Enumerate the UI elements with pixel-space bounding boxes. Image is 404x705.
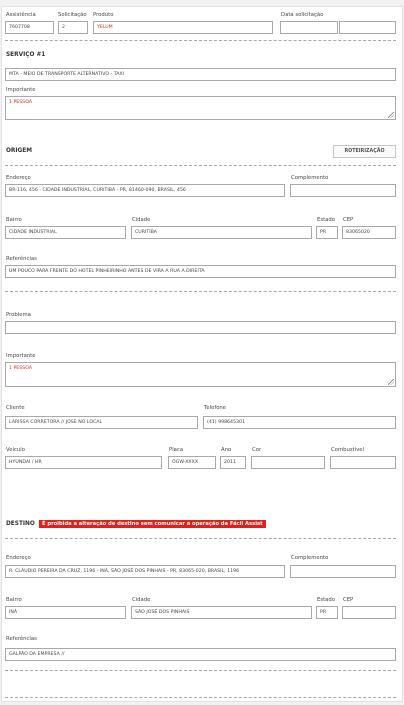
origem-referencias-field[interactable]: UM POUCO PARA FRENTE DO HOTEL PINHEIRINHO ANTES DE VIRA A RUA A DIREITA xyxy=(5,265,396,278)
estado-label: Estado xyxy=(317,597,336,603)
bairro-label: Bairro xyxy=(6,217,22,223)
combustivel-field[interactable] xyxy=(330,456,396,469)
destino-bairro-field[interactable]: INÁ xyxy=(5,606,126,619)
solicitacao-field[interactable]: 2 xyxy=(58,21,88,34)
endereco-label: Endereço xyxy=(6,175,31,181)
telefone-label: Telefone xyxy=(204,405,227,411)
origem-endereco-field[interactable]: BR-116, 456 - CIDADE INDUSTRIAL, CURITIBA - PR, 81460-090, BRASIL, 456 xyxy=(5,184,285,197)
hora-solicitacao-field[interactable] xyxy=(339,21,396,34)
divider xyxy=(5,697,396,698)
ano-label: Ano xyxy=(221,447,232,453)
servico-field[interactable]: MTA - MEIO DE TRANSPORTE ALTERNATIVO - TAXI xyxy=(5,68,396,81)
divider xyxy=(5,538,396,539)
destino-endereco-field[interactable]: R. CLÁUDIO PEREIRA DA CRUZ, 1196 - INÁ, SÃO JOSÉ DOS PINHAIS - PR, 83065-020, BRASIL, 1196 xyxy=(5,565,285,578)
cidade-label: Cidade xyxy=(132,597,151,603)
cor-field[interactable] xyxy=(251,456,325,469)
origem-cidade-field[interactable]: CURITIBA xyxy=(131,226,312,239)
referencias-label: Referências xyxy=(6,256,37,262)
endereco-label: Endereço xyxy=(6,555,31,561)
data-solicitacao-label: Data solicitação xyxy=(281,12,324,18)
divider xyxy=(5,40,396,41)
importante-textarea[interactable] xyxy=(5,96,396,120)
origem-bairro-field[interactable]: CIDADE INDUSTRIAL xyxy=(5,226,126,239)
cliente-label: Cliente xyxy=(6,405,25,411)
importante-label: Importante xyxy=(6,87,36,93)
assistencia-field[interactable]: 7607708 xyxy=(5,21,54,34)
importante-text: 1 PESSOA xyxy=(9,100,33,105)
servico-title: SERVIÇO #1 xyxy=(6,52,46,58)
produto-field[interactable]: YELUM xyxy=(93,21,273,34)
roteirizacao-button[interactable]: ROTEIRIZAÇÃO xyxy=(333,145,396,158)
destino-title: DESTINO xyxy=(6,521,35,527)
divider xyxy=(5,291,396,292)
cor-label: Cor xyxy=(252,447,262,453)
origem-estado-field[interactable]: PR xyxy=(316,226,338,239)
placa-field[interactable]: OGW-XXXX xyxy=(168,456,216,469)
destino-complemento-field[interactable] xyxy=(290,565,396,578)
estado-label: Estado xyxy=(317,217,336,223)
origem-cep-field[interactable]: 83065020 xyxy=(342,226,396,239)
assistencia-label: Assistência xyxy=(6,12,36,18)
combustivel-label: Combustível xyxy=(331,447,364,453)
divider xyxy=(5,670,396,671)
origem-complemento-field[interactable] xyxy=(290,184,396,197)
problema-field[interactable] xyxy=(5,321,396,334)
solicitacao-label: Solicitação xyxy=(58,12,87,18)
destino-warning-badge: É proibida a alteração de destino sem comunicar a operação da Fácil Assist xyxy=(39,520,266,528)
importante-textarea[interactable] xyxy=(5,362,396,387)
importante-label: Importante xyxy=(6,353,36,359)
destino-estado-field[interactable]: PR xyxy=(316,606,338,619)
divider xyxy=(5,165,396,166)
complemento-label: Complemento xyxy=(291,555,329,561)
ano-field[interactable]: 2011 xyxy=(220,456,246,469)
complemento-label: Complemento xyxy=(291,175,329,181)
importante-text: 1 PESSOA xyxy=(9,366,33,371)
telefone-field[interactable]: (41) 998645301 xyxy=(203,416,396,429)
data-solicitacao-field[interactable] xyxy=(280,21,338,34)
destino-cep-field[interactable] xyxy=(342,606,396,619)
problema-label: Problema xyxy=(6,312,31,318)
destino-referencias-field[interactable]: GALPÃO DA EMPRESA // xyxy=(5,648,396,661)
cliente-field[interactable]: LARISSA CORRETORA // JOSE NO LOCAL xyxy=(5,416,198,429)
destino-cidade-field[interactable]: SÃO JOSÉ DOS PINHAIS xyxy=(131,606,312,619)
referencias-label: Referências xyxy=(6,636,37,642)
bairro-label: Bairro xyxy=(6,597,22,603)
resize-grip-icon[interactable] xyxy=(388,379,394,385)
origem-title: ORIGEM xyxy=(6,148,33,154)
cep-label: CEP xyxy=(343,597,354,603)
veiculo-field[interactable]: HYUNDAI / HR xyxy=(5,456,162,469)
veiculo-label: Veículo xyxy=(6,447,25,453)
resize-grip-icon[interactable] xyxy=(388,112,394,118)
produto-label: Produto xyxy=(93,12,114,18)
cep-label: CEP xyxy=(343,217,354,223)
placa-label: Placa xyxy=(169,447,184,453)
cidade-label: Cidade xyxy=(132,217,151,223)
